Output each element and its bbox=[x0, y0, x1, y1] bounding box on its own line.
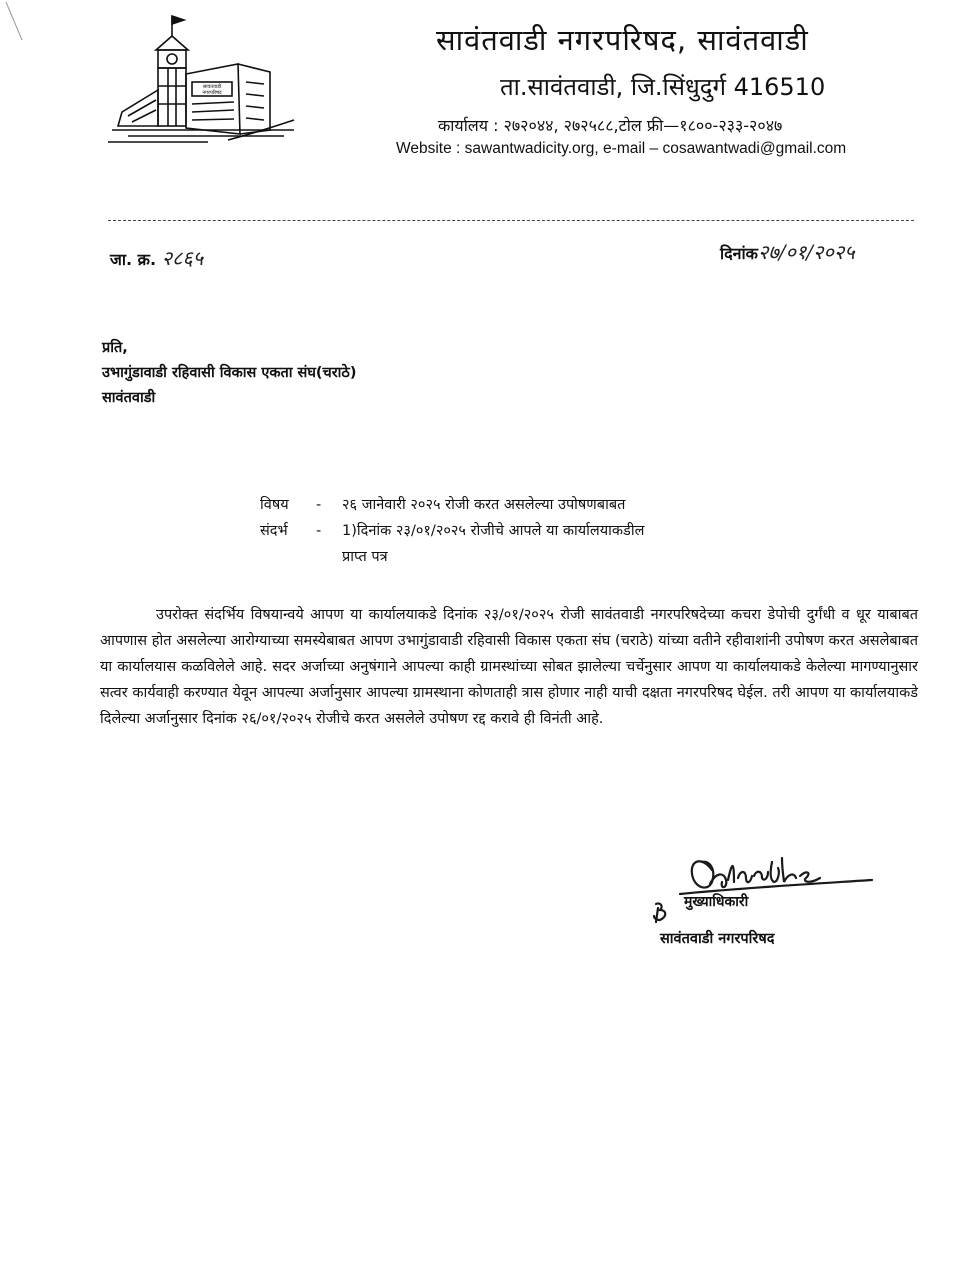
reference-label: संदर्भ bbox=[260, 523, 288, 539]
signatory-title: मुख्याधिकारी bbox=[684, 894, 749, 910]
outward-number bbox=[110, 244, 203, 271]
council-building-logo bbox=[108, 12, 298, 150]
office-phone: कार्यालय : २७२०४४, २७२५८८,टोल फ्री—१८००-२३३-२०४७ bbox=[438, 116, 783, 135]
recipient-line-1: प्रति, bbox=[102, 340, 128, 356]
reference-line-2: प्राप्त पत्र bbox=[342, 549, 388, 565]
subject-block bbox=[260, 492, 644, 570]
letter-body bbox=[100, 602, 918, 732]
organization-address: ता.सावंतवाडी, जि.सिंधुदुर्ग 416510 bbox=[500, 73, 826, 101]
subject-text: २६ जानेवारी २०२५ रोजी करत असलेल्या उपोषणबाबत bbox=[342, 497, 626, 513]
recipient-block bbox=[102, 336, 356, 411]
reference-text-1: 1)दिनांक २३/०१/२०२५ रोजीचे आपले या कार्यालयाकडील bbox=[342, 523, 645, 539]
date-value: २७/०१/२०२५ bbox=[757, 240, 855, 264]
corner-mark bbox=[0, 0, 40, 40]
signatory-organization: सावंतवाडी नगरपरिषद bbox=[660, 931, 775, 947]
reference-dash: - bbox=[316, 523, 322, 539]
reference-line bbox=[260, 518, 644, 544]
logo-text-1: सावंतवाडी bbox=[202, 84, 222, 90]
header-divider bbox=[108, 220, 914, 221]
letter-date bbox=[720, 238, 855, 265]
body-paragraph: उपरोक्त संदर्भिय विषयान्वये आपण या कार्यालयाकडे दिनांक २३/०१/२०२५ रोजी सावंतवाडी नगरपरिषदेच्या कचरा डेपोची दुर्गंधी व धूर याबाबत आपणास होत असलेल्या आरोग्याच्या समस्येबाबत आपण उभागुंडावाडी रहिवासी विकास एकता संघ (चराठे) यांच्या वतीने रहीवाशांनी उपोषण करत असलेबाबत या कार्यालयास कळविलेले आहे. सदर अर्जाच्या अनुषंगाने आपल्या काही ग्रामस्थांच्या सोबत झालेल्या चर्चेनुसार आपण या कार्यालयाकडे केलेल्या मागण्यानुसार सत्वर कार्यवाही करण्यात येवून आपल्या अर्जानुसार आपल्या ग्रामस्थाना कोणताही त्रास होणार नाही याची दक्षता नगरपरिषद घेईल. तरी आपण या कार्यालयाकडे दिलेल्या अर्जानुसार दिनांक २६/०१/२०२५ रोजीचे करत असलेले उपोषण रद्द करावे ही विनंती आहे. bbox=[100, 607, 918, 727]
subject-label: विषय bbox=[260, 497, 289, 513]
logo-text-2: नगरपरिषद bbox=[202, 90, 222, 96]
recipient-line-2: उभागुंडावाडी रहिवासी विकास एकता संघ(चराठे) bbox=[102, 365, 357, 381]
handwritten-signature bbox=[650, 848, 890, 930]
outward-label: जा. क्र. bbox=[110, 250, 157, 269]
outward-number-value: २८६५ bbox=[161, 246, 204, 270]
subject-dash: - bbox=[316, 497, 322, 513]
organization-name: सावंतवाडी नगरपरिषद, सावंतवाडी bbox=[436, 23, 809, 57]
recipient-line-3: सावंतवाडी bbox=[102, 390, 156, 406]
date-label: दिनांक bbox=[720, 244, 758, 263]
subject-line bbox=[260, 492, 644, 518]
website-email: Website : sawantwadicity.org, e-mail – cosawantwadi@gmail.com bbox=[396, 140, 847, 157]
